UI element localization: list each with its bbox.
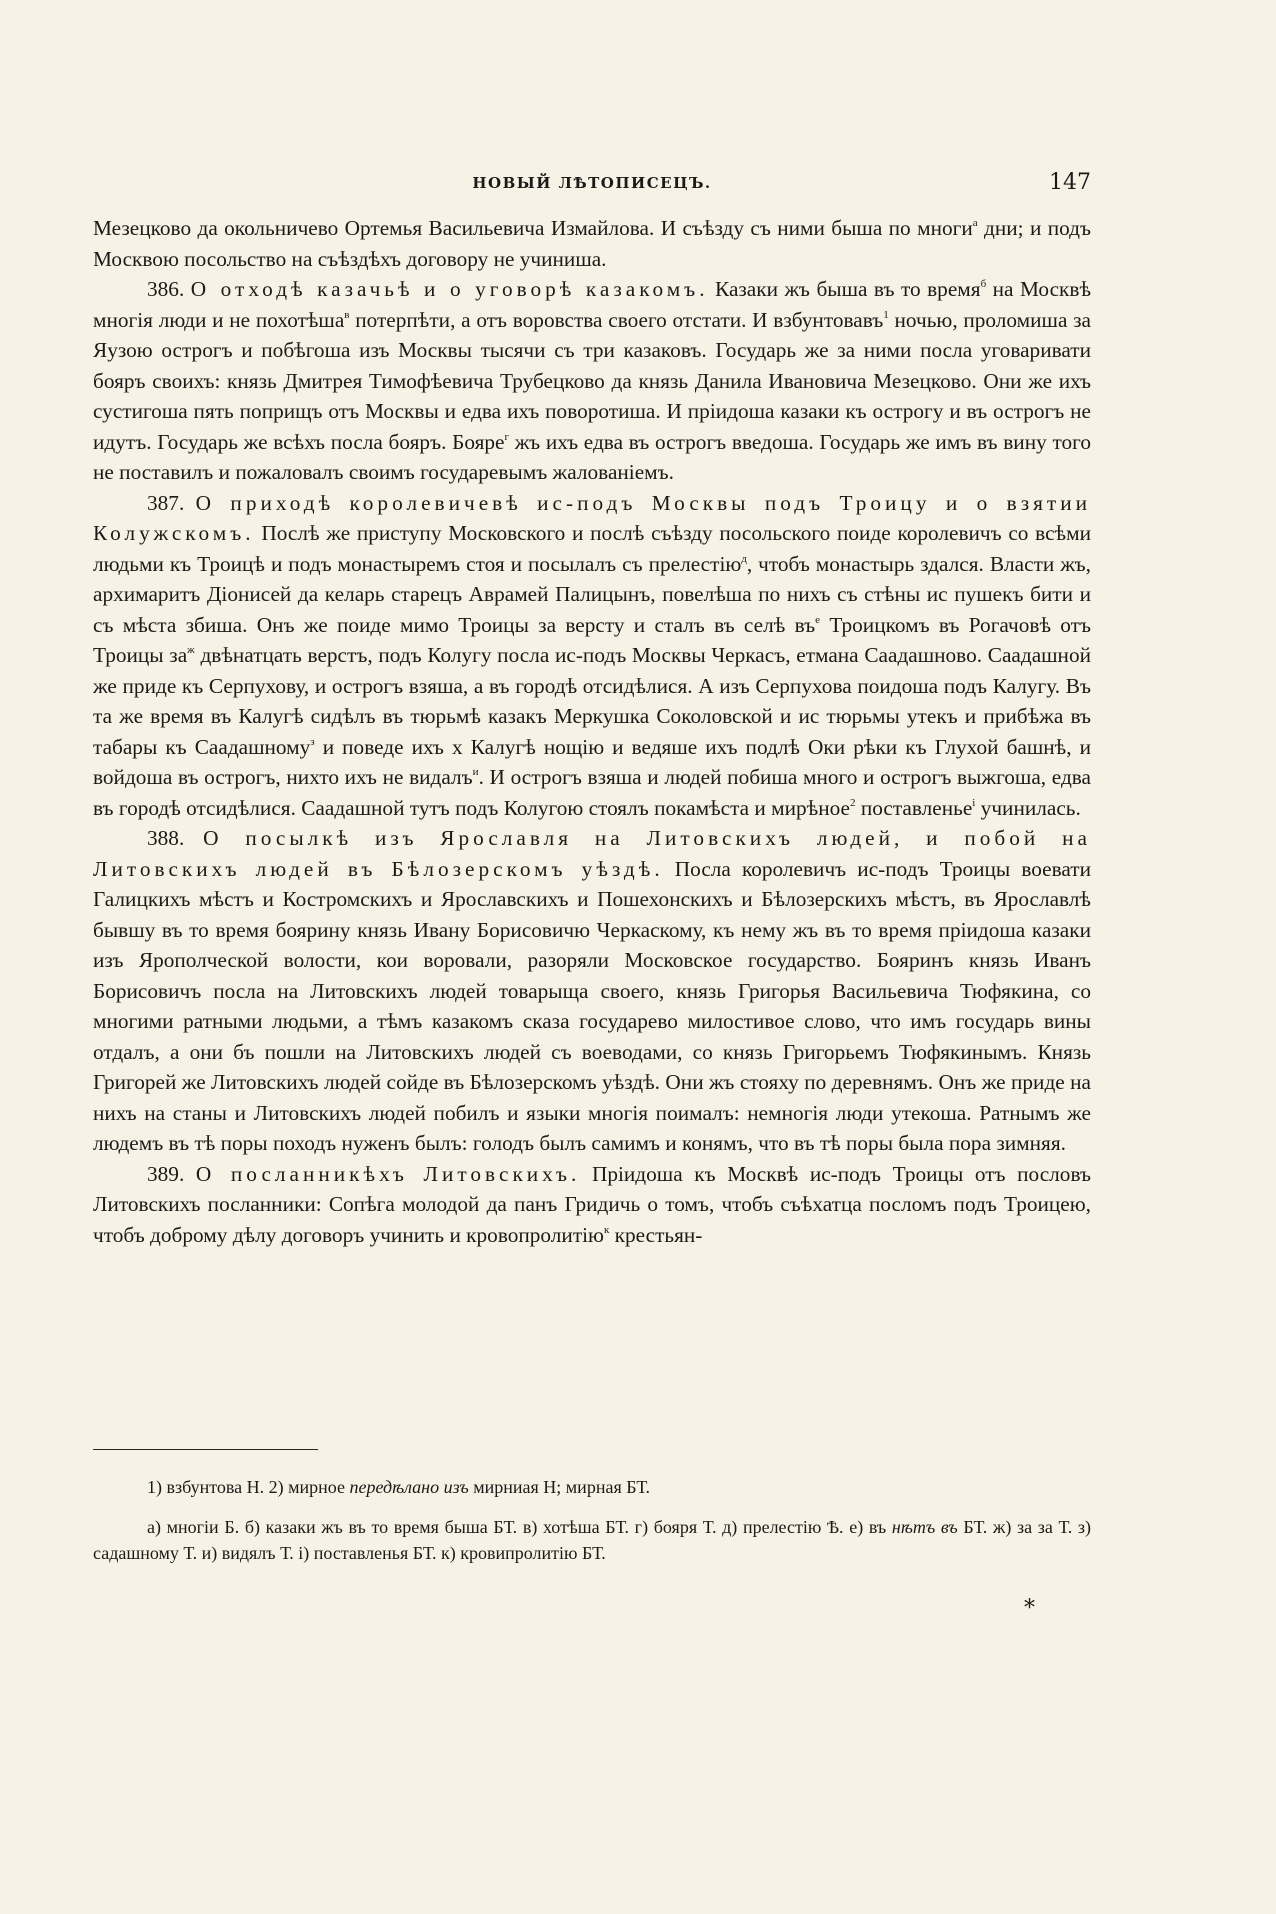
section-388: 388. О посылкѣ изъ Ярославля на Литовскихъ людей, и побой на Литовскихъ людей въ Бѣлозерскомъ уѣздѣ. Посла королевичъ ис-подъ Троицы воевати Галицкихъ мѣстъ и Костромскихъ и Ярославскихъ и Пошехонскихъ и Бѣлозерскихъ мѣстъ, въ Ярославлѣ бывшу въ то время боярину князь Ивану Борисовичю Черкаскому, къ нему жъ въ то время пріидоша казаки изъ Ярополческой волости, кои воровали, разоряли Московское государство. Бояринъ князь Иванъ Борисовичъ посла на Литовскихъ людей товарыща своего, князь Григорья Васильевича Тюфякина, со многими ратными людьми, а тѣмъ казакомъ сказа государево милостивое слово, что имъ государь вины отдалъ, а они бъ пошли на Литовскихъ людей съ воеводами, со князь Григорьемъ Тюфякинымъ. Князь Григорей же Литовскихъ людей сойде въ Бѣлозерскомъ уѣздѣ. Они жъ стояху по деревнямъ. Онъ же приде на нихъ на станы и Литовскихъ людей побилъ и языки многія поималъ: немногія люди утекоша. Ратнымъ же людемъ въ тѣ поры походъ нуженъ былъ: голодъ былъ самимъ и конямъ, что въ тѣ поры была пора зимняя.	[93, 826, 1092, 1155]
footnote-numeric: 1) взбунтова Н. 2) мирное передѣлано изъ мирниая Н; мирная БТ.	[147, 1477, 651, 1497]
section-number: 388.	[147, 826, 185, 850]
section-number: 386.	[147, 277, 185, 301]
section-heading: О посланникѣхъ Литовскихъ.	[195, 1161, 581, 1186]
page-header	[93, 170, 1091, 200]
paragraph-continuation: Мезецково да окольничево Ортемья Васильевича Измайлова. И съѣзду съ ними быша по многи$^а$ дни; и подъ Москвою посольство на съѣздѣхъ договору не учиниша.	[93, 216, 1092, 271]
section-386: 386. О отходѣ казачьѣ и о уговорѣ казакомъ. Казаки жъ быша въ то время$^б$ на Москвѣ многія люди и не похотѣша$^в$ потерпѣти, а отъ воровства своего отстати. И взбунтовавъ$^1$ ночью, проломиша за Яузою острогъ и побѣгоша изъ Москвы тысячи съ три казаковъ. Государь же за ними посла уговаривати бояръ своихъ: князь Дмитрея Тимофѣевича Трубецково да князь Данила Ивановича Мезецково. Они же ихъ сустигоша пять поприщъ отъ Москвы и едва ихъ поворотиша. И пріидоша казаки къ острогу и въ острогъ не идутъ. Государь же всѣхъ посла бояръ. Бояре$^г$ жъ ихъ едва въ острогъ введоша. Государь же имъ въ вину того не поставилъ и пожаловалъ своимъ государевымъ жалованіемъ.	[93, 277, 1092, 484]
main-text	[93, 213, 1091, 1250]
section-number: 389.	[147, 1161, 185, 1186]
section-heading: О приходѣ королевичевѣ ис-подъ Москвы подъ Троицу и о взятии Колужскомъ.	[93, 490, 1092, 545]
section-number: 387.	[147, 490, 185, 515]
section-387: 387. О приходѣ королевичевѣ ис-подъ Москвы подъ Троицу и о взятии Колужскомъ. Послѣ же приступу Московского и послѣ съѣзду посольского поиде королевичъ со всѣми людьми къ Троицѣ и подъ монастыремъ стоя и посылалъ съ прелестію$^д$, чтобъ монастырь здался. Власти жъ, архимаритъ Діонисей да келарь старецъ Аврамей Палицынъ, повелѣша по нихъ съ стѣны ис пушекъ бити и съ мѣста збиша. Онъ же поиде мимо Троицы за версту и сталъ въ селѣ $въ^е$ Троицкомъ въ Рогачовѣ отъ Троицы $за^ж$ двѣнатцать верстъ, подъ Колугу посла ис-подъ Москвы Черкасъ, етмана Саадашново. Саадашной же приде къ Серпухову, и острогъ взяша, а въ городѣ отсидѣлися. А изъ Серпухова поидоша подъ Калугу. Въ та же время въ Калугѣ сидѣлъ въ тюрьмѣ казакъ Меркушка Соколовской и ис тюрьмы утекъ и прибѣжа въ табары къ Саадашному$^з$ и поведе ихъ х Калугѣ нощію и ведяше ихъ подлѣ Оки рѣки къ Глухой башнѣ, и войдоша въ острогъ, нихто ихъ не видалъ$^и$. И острогъ взяша и людей побиша много и острогъ выжгоша, едва въ городѣ отсидѣлися. Саадашной тутъ подъ Колугою стоялъ покамѣста и мирѣное$^2$ поставленье$^і$ учинилась.	[93, 490, 1092, 820]
footnotes	[93, 1474, 1091, 1566]
section-heading: О посылкѣ изъ Ярославля на Литовскихъ людей, и побой на Литовскихъ людей въ Бѣлозерскомъ уѣздѣ.	[93, 826, 1091, 881]
section-heading: О отходѣ казачьѣ и о уговорѣ казакомъ.	[190, 277, 709, 301]
running-title: НОВЫЙ ЛѢТОПИСЕЦЪ.	[472, 174, 712, 192]
footnote-divider	[93, 1449, 318, 1450]
page-number: 147	[1049, 170, 1091, 195]
section-389: 389. О посланникѣхъ Литовскихъ. Пріидоша къ Москвѣ ис-подъ Троицы отъ пословъ Литовскихъ посланники: Сопѣга молодой да панъ Гридичь о томъ, чтобъ съѣхатца посломъ подъ Троицею, чтобъ доброму дѣлу договоръ учинить и кровопролитію$^к$ крестьян-	[93, 1161, 1091, 1247]
signature-mark: *	[1024, 1596, 1035, 1621]
footnote-variants: а) многіи Б. б) казаки жъ въ то время быша БТ. в) хотѣша БТ. г) бояря Т. д) прелестію Ѣ. е) въ нѣтъ въ БТ. ж) за за Т. з) садашному Т. и) видялъ Т. і) поставленья БТ. к) кровипролитію БТ.	[93, 1517, 1091, 1563]
